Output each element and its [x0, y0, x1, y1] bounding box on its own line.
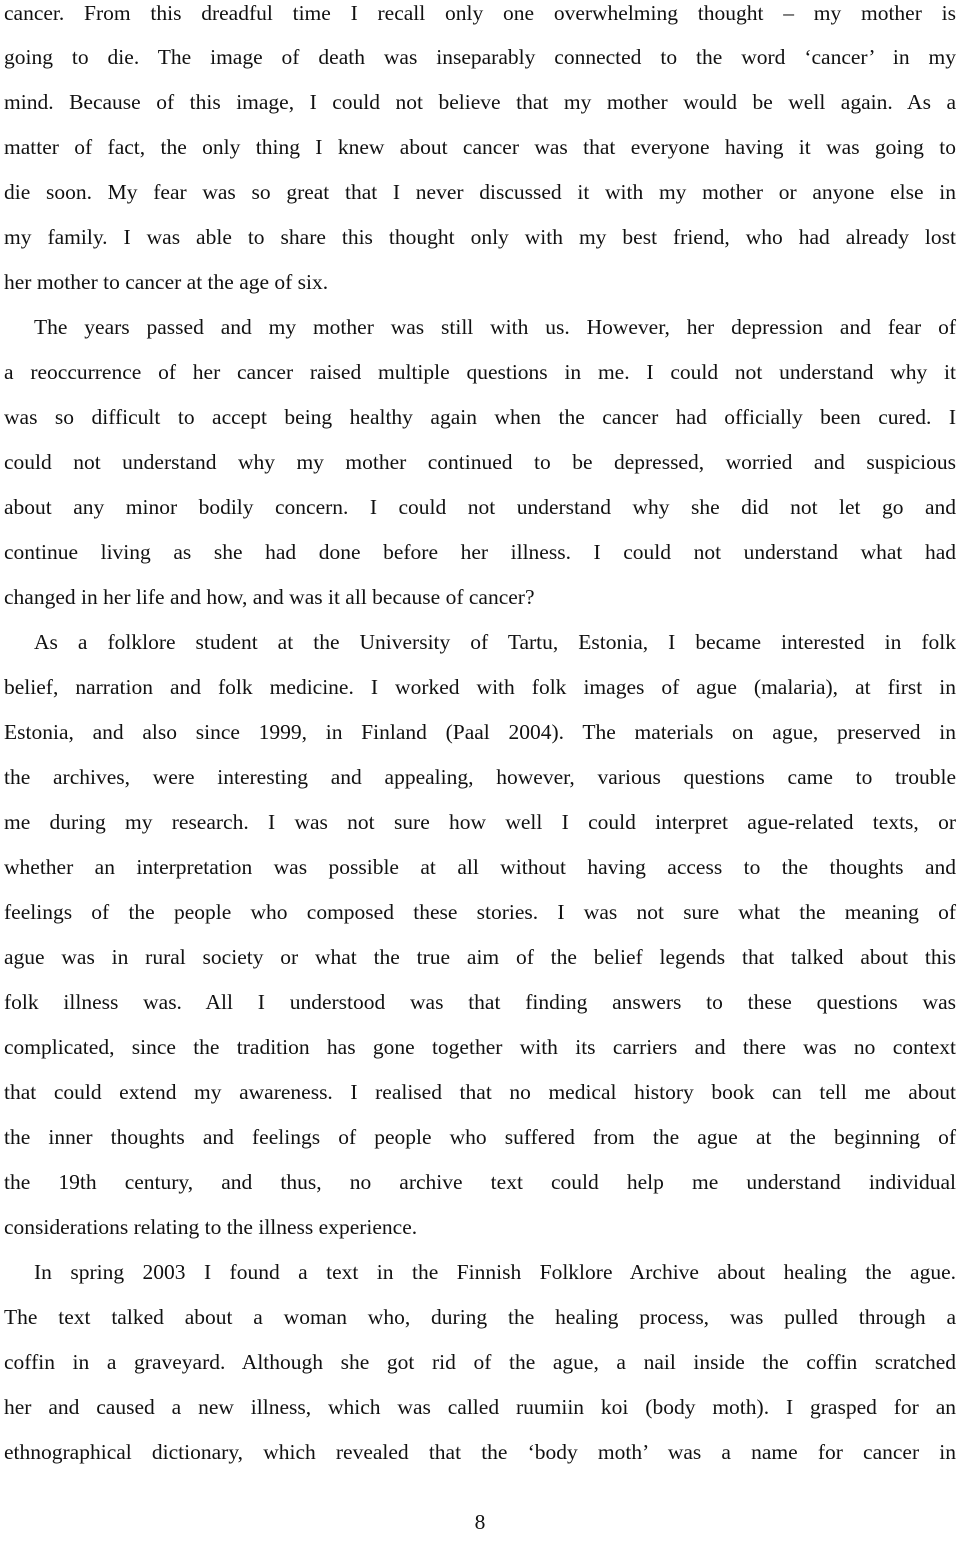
text-line: could not understand why my mother continued to be depressed, worried and suspicious — [4, 450, 956, 474]
text-line: changed in her life and how, and was it all because of cancer? — [4, 585, 535, 609]
text-line: ague was in rural society or what the true aim of the belief legends that talked about this — [4, 945, 956, 969]
text-line: Estonia, and also since 1999, in Finland (Paal 2004). The materials on ague, preserved in — [4, 720, 956, 744]
text-line: continue living as she had done before her illness. I could not understand what had — [4, 540, 956, 564]
text-line: her mother to cancer at the age of six. — [4, 270, 329, 294]
text-line: cancer. From this dreadful time I recall only one overwhelming thought – my mother is — [4, 1, 956, 25]
text-line: folk illness was. All I understood was that finding answers to these questions was — [4, 990, 956, 1014]
text-line: The text talked about a woman who, during the healing process, was pulled through a — [4, 1305, 956, 1329]
text-line: mind. Because of this image, I could not believe that my mother would be well again. As a — [4, 90, 956, 114]
text-line: whether an interpretation was possible at all without having access to the thoughts and — [4, 855, 956, 879]
text-line: a reoccurrence of her cancer raised multiple questions in me. I could not understand why it — [4, 360, 956, 384]
text-line: belief, narration and folk medicine. I worked with folk images of ague (malaria), at first in — [4, 675, 956, 699]
text-line: die soon. My fear was so great that I never discussed it with my mother or anyone else in — [4, 180, 956, 204]
text-line: the 19th century, and thus, no archive text could help me understand individual — [4, 1170, 956, 1194]
text-line: was so difficult to accept being healthy again when the cancer had officially been cured. I — [4, 405, 956, 429]
text-line: her and caused a new illness, which was called ruumiin koi (body moth). I grasped for an — [4, 1395, 956, 1419]
text-line: me during my research. I was not sure how well I could interpret ague-related texts, or — [4, 810, 956, 834]
text-line: As a folklore student at the University of Tartu, Estonia, I became interested in folk — [34, 630, 956, 654]
text-line: about any minor bodily concern. I could not understand why she did not let go and — [4, 495, 956, 519]
text-line: going to die. The image of death was inseparably connected to the word ‘cancer’ in my — [4, 45, 956, 69]
text-line: the inner thoughts and feelings of people who suffered from the ague at the beginning of — [4, 1125, 956, 1149]
text-line: considerations relating to the illness experience. — [4, 1215, 418, 1239]
text-line: The years passed and my mother was still with us. However, her depression and fear of — [34, 315, 956, 339]
text-line: the archives, were interesting and appealing, however, various questions came to trouble — [4, 765, 956, 789]
text-line: complicated, since the tradition has gone together with its carriers and there was no context — [4, 1035, 956, 1059]
text-line: ethnographical dictionary, which revealed that the ‘body moth’ was a name for cancer in — [4, 1440, 956, 1464]
text-line: my family. I was able to share this thought only with my best friend, who had already lost — [4, 225, 956, 249]
text-line: matter of fact, the only thing I knew about cancer was that everyone having it was going to — [4, 135, 956, 159]
text-line: In spring 2003 I found a text in the Finnish Folklore Archive about healing the ague. — [34, 1260, 956, 1284]
text-line: feelings of the people who composed these stories. I was not sure what the meaning of — [4, 900, 956, 924]
page-number: 8 — [474, 1510, 486, 1534]
text-line: that could extend my awareness. I realised that no medical history book can tell me about — [4, 1080, 956, 1104]
text-line: coffin in a graveyard. Although she got rid of the ague, a nail inside the coffin scratched — [4, 1350, 956, 1374]
